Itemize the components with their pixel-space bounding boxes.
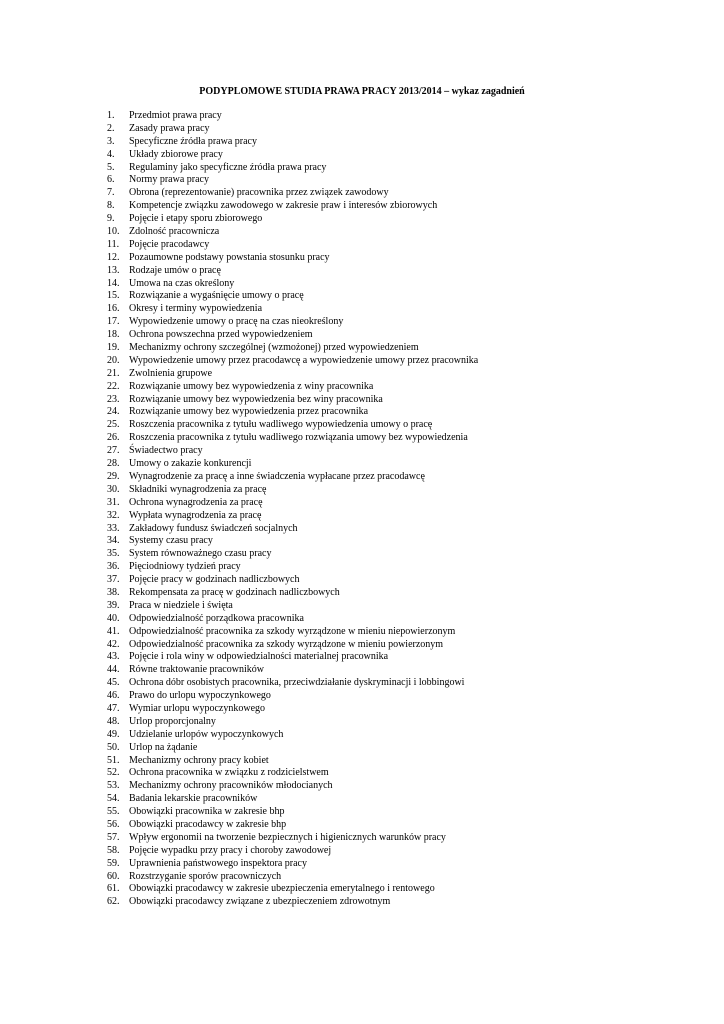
- list-item-text: Rozwiązanie umowy bez wypowiedzenia z winy pracownika: [129, 380, 374, 392]
- list-item-text: Pojęcie wypadku przy pracy i choroby zawodowej: [129, 844, 332, 856]
- list-item-number: 46.: [107, 690, 120, 702]
- list-item-text: Rozwiązanie umowy bez wypowiedzenia bez winy pracownika: [129, 393, 383, 405]
- list-item-text: Badania lekarskie pracowników: [129, 793, 258, 805]
- list-item-number: 40.: [107, 612, 120, 624]
- document-title: PODYPLOMOWE STUDIA PRAWA PRACY 2013/2014 – wykaz zagadnień: [199, 86, 525, 97]
- list-item-text: Układy zbiorowe pracy: [129, 148, 223, 160]
- list-item-text: Rekompensata za pracę w godzinach nadliczbowych: [129, 586, 340, 598]
- list-item-number: 53.: [107, 780, 120, 792]
- list-item-text: Zakładowy fundusz świadczeń socjalnych: [129, 522, 298, 534]
- list-item-number: 51.: [107, 754, 120, 766]
- list-item-text: Odpowiedzialność porządkowa pracownika: [129, 612, 304, 624]
- list-item-number: 36.: [107, 561, 120, 573]
- list-item-number: 62.: [107, 896, 120, 908]
- list-item-number: 20.: [107, 354, 120, 366]
- list-item-text: Ochrona pracownika w związku z rodzicielstwem: [129, 767, 329, 779]
- list-item-text: Przedmiot prawa pracy: [129, 110, 222, 121]
- list-item-number: 48.: [107, 715, 120, 727]
- list-item-number: 19.: [107, 342, 120, 354]
- list-item-number: 11.: [107, 238, 120, 250]
- list-item-text: Normy prawa pracy: [129, 174, 209, 186]
- list-item-text: Mechanizmy ochrony pracy kobiet: [129, 754, 269, 766]
- list-item-number: 50.: [107, 741, 120, 753]
- list-item-text: Pozaumowne podstawy powstania stosunku pracy: [129, 251, 330, 263]
- list-item-number: 43.: [107, 651, 120, 663]
- list-item-number: 59.: [107, 857, 120, 869]
- list-item-text: Mechanizmy ochrony szczególnej (wzmożonej) przed wypowiedzeniem: [129, 342, 419, 354]
- list-item-number: 1.: [107, 110, 115, 121]
- list-item-text: System równoważnego czasu pracy: [129, 548, 272, 560]
- list-item-number: 47.: [107, 702, 120, 714]
- list-item-number: 58.: [107, 844, 120, 856]
- list-item-text: Ochrona wynagrodzenia za pracę: [129, 496, 263, 508]
- list-item-number: 15.: [107, 290, 120, 302]
- list-item-number: 31.: [107, 496, 120, 508]
- list-item-number: 13.: [107, 264, 120, 276]
- list-item-text: Umowa na czas określony: [129, 277, 235, 289]
- list-item-number: 23.: [107, 393, 120, 405]
- list-item-text: Roszczenia pracownika z tytułu wadliwego wypowiedzenia umowy o pracę: [129, 419, 433, 431]
- list-item-number: 12.: [107, 251, 120, 263]
- list-item-number: 49.: [107, 728, 120, 740]
- list-item-number: 29.: [107, 470, 120, 482]
- list-item-number: 16.: [107, 303, 120, 315]
- list-item-text: Obowiązki pracodawcy związane z ubezpieczeniem zdrowotnym: [129, 896, 391, 908]
- list-item-text: Pojęcie pracodawcy: [129, 238, 210, 250]
- list-item-number: 2.: [107, 122, 115, 134]
- list-item-text: Urlop na żądanie: [129, 741, 198, 753]
- list-item-text: Umowy o zakazie konkurencji: [129, 458, 252, 470]
- list-item-number: 4.: [107, 148, 115, 160]
- list-item-number: 5.: [107, 161, 115, 173]
- list-item-number: 35.: [107, 548, 120, 560]
- list-item-number: 45.: [107, 677, 120, 689]
- list-item-text: Urlop proporcjonalny: [129, 715, 216, 727]
- list-item-number: 34.: [107, 535, 120, 547]
- list-item-text: Udzielanie urlopów wypoczynkowych: [129, 728, 284, 740]
- list-item-number: 8.: [107, 200, 115, 212]
- list-item-number: 9.: [107, 213, 115, 225]
- list-item-text: Mechanizmy ochrony pracowników młodocianych: [129, 780, 333, 792]
- list-item-text: Rodzaje umów o pracę: [129, 264, 221, 276]
- list-item-text: Wymiar urlopu wypoczynkowego: [129, 702, 266, 714]
- list-item-text: Kompetencje związku zawodowego w zakresie praw i interesów zbiorowych: [129, 200, 438, 212]
- list-item-text: Specyficzne źródła prawa pracy: [129, 135, 257, 147]
- list-item-text: Wypowiedzenie umowy przez pracodawcę a wypowiedzenie umowy przez pracownika: [129, 354, 479, 366]
- list-item-number: 32.: [107, 509, 120, 521]
- list-item-number: 54.: [107, 793, 120, 805]
- list-item-number: 25.: [107, 419, 120, 431]
- list-item-text: Roszczenia pracownika z tytułu wadliwego rozwiązania umowy bez wypowiedzenia: [129, 432, 468, 444]
- list-item-number: 18.: [107, 329, 120, 341]
- list-item-text: Uprawnienia państwowego inspektora pracy: [129, 857, 307, 869]
- list-item-text: Obrona (reprezentowanie) pracownika przez związek zawodowy: [129, 187, 389, 199]
- list-item-number: 22.: [107, 380, 120, 392]
- list-item-text: Świadectwo pracy: [129, 445, 203, 457]
- list-item-text: Systemy czasu pracy: [129, 535, 213, 547]
- list-item-text: Ochrona dóbr osobistych pracownika, przeciwdziałanie dyskryminacji i lobbingowi: [129, 677, 465, 689]
- list-item-text: Odpowiedzialność pracownika za szkody wyrządzone w mieniu niepowierzonym: [129, 625, 456, 637]
- list-item-text: Równe traktowanie pracowników: [129, 664, 264, 676]
- list-item-number: 30.: [107, 483, 120, 495]
- list-item-text: Zwolnienia grupowe: [129, 367, 213, 379]
- list-item-number: 61.: [107, 883, 120, 895]
- list-item-text: Wypłata wynagrodzenia za pracę: [129, 509, 262, 521]
- list-item-number: 10.: [107, 226, 120, 238]
- list-item-text: Zasady prawa pracy: [129, 122, 210, 134]
- list-item-number: 44.: [107, 664, 120, 676]
- list-item-text: Rozwiązanie a wygaśnięcie umowy o pracę: [129, 290, 304, 302]
- list-item-text: Praca w niedziele i święta: [129, 599, 233, 611]
- list-item-number: 37.: [107, 574, 120, 586]
- list-item-text: Prawo do urlopu wypoczynkowego: [129, 690, 271, 702]
- list-item-text: Pięciodniowy tydzień pracy: [129, 561, 241, 573]
- list-item-text: Rozstrzyganie sporów pracowniczych: [129, 870, 282, 882]
- list-item-number: 55.: [107, 806, 120, 818]
- list-item-text: Pojęcie pracy w godzinach nadliczbowych: [129, 574, 300, 586]
- list-item-number: 6.: [107, 174, 115, 186]
- list-item-number: 33.: [107, 522, 120, 534]
- list-item-text: Okresy i terminy wypowiedzenia: [129, 303, 263, 315]
- list-item-text: Wpływ ergonomii na tworzenie bezpiecznych i higienicznych warunków pracy: [129, 831, 446, 843]
- list-item-text: Składniki wynagrodzenia za pracę: [129, 483, 267, 495]
- list-item-text: Pojęcie i rola winy w odpowiedzialności materialnej pracownika: [129, 651, 389, 663]
- list-item-number: 28.: [107, 458, 120, 470]
- list-item-number: 57.: [107, 831, 120, 843]
- list-item-text: Zdolność pracownicza: [129, 226, 220, 238]
- list-item-number: 42.: [107, 638, 120, 650]
- list-item-number: 27.: [107, 445, 120, 457]
- list-item-number: 60.: [107, 870, 120, 882]
- list-item-number: 26.: [107, 432, 120, 444]
- list-item-text: Regulaminy jako specyficzne źródła prawa pracy: [129, 161, 327, 173]
- list-item-number: 14.: [107, 277, 120, 289]
- list-item-text: Wynagrodzenie za pracę a inne świadczenia wypłacane przez pracodawcę: [129, 470, 425, 482]
- list-item-text: Pojęcie i etapy sporu zbiorowego: [129, 213, 263, 225]
- list-item-text: Obowiązki pracodawcy w zakresie bhp: [129, 818, 287, 830]
- list-item-number: 56.: [107, 818, 120, 830]
- list-item-number: 38.: [107, 586, 120, 598]
- list-item-text: Wypowiedzenie umowy o pracę na czas nieokreślony: [129, 316, 344, 328]
- list-item-number: 41.: [107, 625, 120, 637]
- list-item-number: 3.: [107, 135, 115, 147]
- list-item-text: Ochrona powszechna przed wypowiedzeniem: [129, 329, 313, 341]
- list-item-number: 24.: [107, 406, 120, 418]
- list-item-text: Obowiązki pracownika w zakresie bhp: [129, 806, 285, 818]
- list-item-text: Odpowiedzialność pracownika za szkody wyrządzone w mieniu powierzonym: [129, 638, 444, 650]
- list-item-number: 17.: [107, 316, 120, 328]
- list-item-number: 21.: [107, 367, 120, 379]
- list-item-number: 52.: [107, 767, 120, 779]
- list-item-number: 39.: [107, 599, 120, 611]
- list-item-number: 7.: [107, 187, 115, 199]
- list-item-text: Rozwiązanie umowy bez wypowiedzenia przez pracownika: [129, 406, 369, 418]
- list-item-text: Obowiązki pracodawcy w zakresie ubezpieczenia emerytalnego i rentowego: [129, 883, 435, 895]
